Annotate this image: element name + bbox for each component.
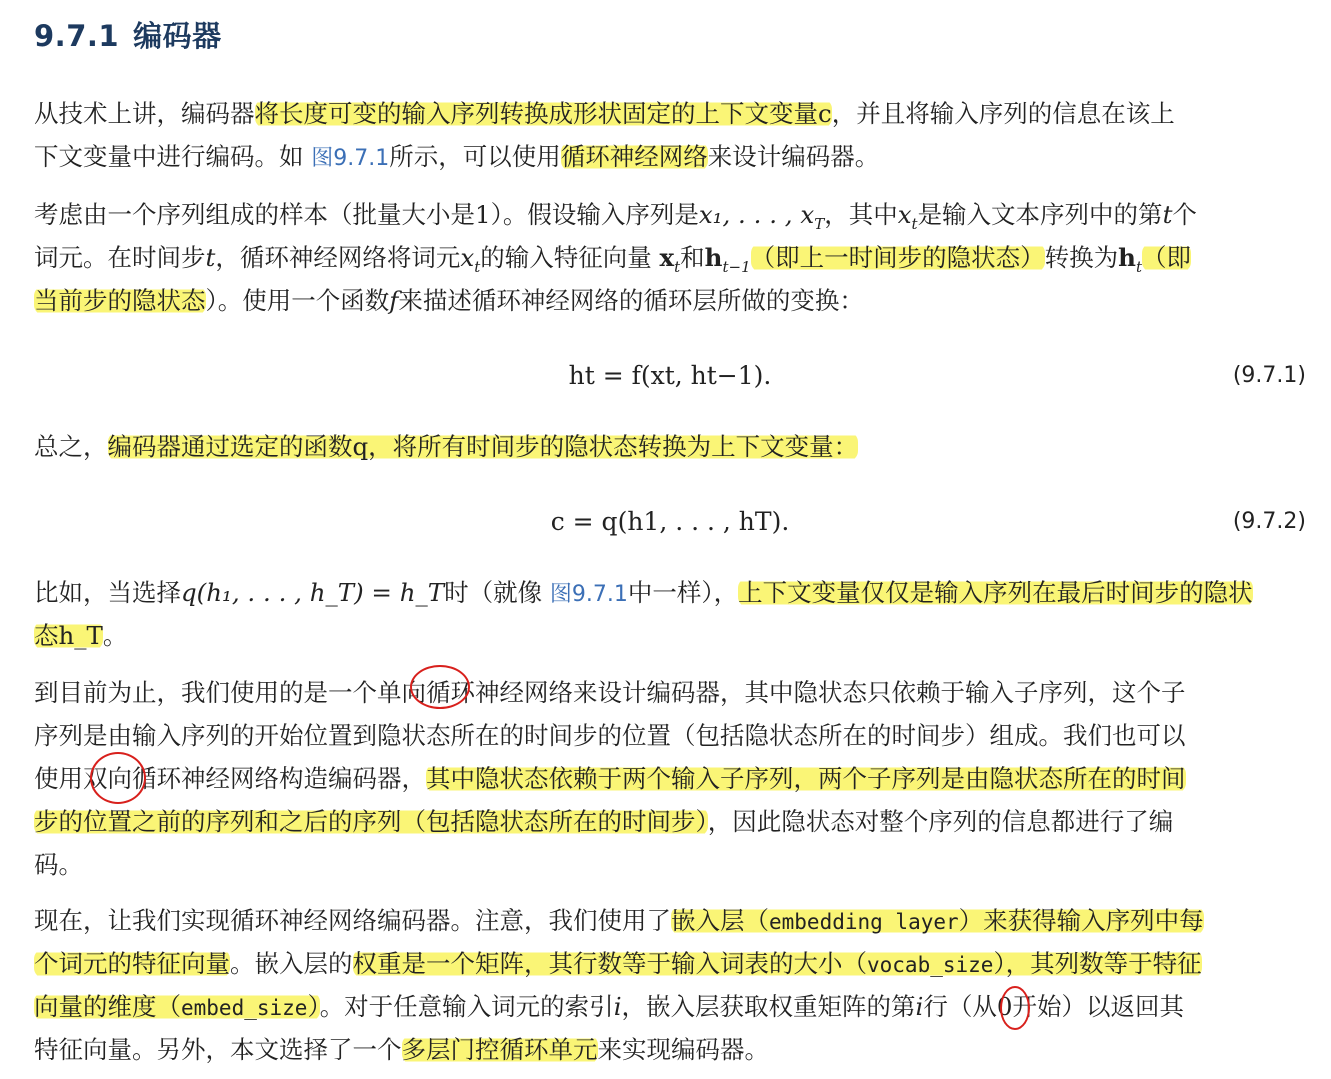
annotation-circle-unidirectional (410, 665, 470, 709)
text-line (34, 425, 1306, 468)
paragraph-sequence-example (34, 193, 1306, 322)
math-expression: h (704, 243, 723, 272)
text-span: 来设计编码器。 (707, 142, 880, 171)
figure-link[interactable]: 图9.7.1 (549, 582, 628, 607)
text-span: 现在，让我们实现循环神经网络编码器。注意，我们使用了 (34, 906, 671, 935)
highlighted-text: 编码器通过选定的函数q，将所有时间步的隐状态转换为上下文变量： (107, 432, 859, 461)
text-span: 中一样）， (627, 578, 739, 607)
text-line (34, 193, 1306, 236)
math-expression: q(h₁, . . . , h_T) = h_T (181, 578, 445, 607)
text-span: 的输入特征向量 (480, 243, 660, 272)
highlighted-text: 态h_T (34, 621, 103, 650)
highlighted-text: 多层门控循环单元 (401, 1035, 598, 1064)
text-span: 转换为 (1044, 243, 1119, 272)
text-line (34, 614, 1306, 657)
math-expression: x₁, . . . , x (698, 200, 815, 229)
text-line: 序列是由输入序列的开始位置到隐状态所在的时间步的位置（包括隐状态所在的时间步）组成。我们也可以 (34, 721, 1186, 750)
highlighted-text (353, 949, 1202, 978)
text-span: 。嵌入层的 (230, 949, 353, 978)
highlighted-text: 其中隐状态依赖于两个输入子序列，两个子序列是由隐状态所在的时间 (426, 764, 1186, 793)
math-subscript: t (474, 257, 481, 276)
text-span: ），其列数等于特征 (993, 949, 1202, 978)
math-subscript: T (814, 214, 825, 233)
text-span: 来实现编码器。 (597, 1035, 769, 1064)
text-span: 行（从0开始）以返回其 (923, 992, 1184, 1021)
math-expression: x (897, 200, 912, 229)
text-span: ，嵌入层获取权重矩阵的第 (621, 992, 916, 1021)
text-span: ，其中 (824, 200, 898, 229)
text-span: 下文变量中进行编码。如 (34, 142, 312, 171)
paragraph-encoder-intro (34, 92, 1306, 178)
math-subscript: t (674, 257, 681, 276)
highlighted-text (34, 992, 320, 1021)
text-span: 词元。在时间步 (34, 243, 206, 272)
section-heading (34, 14, 222, 55)
text-span: 来描述循环神经网络的循环层所做的变换： (398, 286, 864, 315)
text-span: ）来获得输入序列中每 (958, 906, 1204, 935)
highlighted-text: 上下文变量仅仅是输入序列在最后时间步的隐状 (738, 578, 1253, 607)
text-line (34, 942, 1306, 985)
highlighted-text: （即上一时间步的隐状态） (750, 243, 1045, 272)
math-expression: f (389, 286, 399, 315)
text-line (34, 236, 1306, 279)
equation-formula: c = q(h1, . . . , hT). (550, 507, 790, 536)
text-span: 所示，可以使用 (389, 142, 561, 171)
math-expression: h (1118, 243, 1136, 272)
math-expression: x (460, 243, 475, 272)
text-span: 个 (1172, 200, 1197, 229)
highlighted-text: 循环神经网络 (560, 142, 708, 171)
paragraph-bidirectional (34, 671, 1306, 886)
annotation-circle-bidirectional (90, 752, 146, 804)
equation-9-7-1 (34, 354, 1306, 398)
paragraph-example-last-state (34, 571, 1306, 657)
math-expression: t (205, 243, 216, 272)
annotation-circle-index-i (1000, 986, 1030, 1030)
math-expression: i (915, 992, 924, 1021)
highlighted-text: 步的位置之前的序列和之后的序列（包括隐状态所在的时间步） (34, 807, 708, 836)
paragraph-embedding-layer (34, 899, 1306, 1071)
highlighted-text: （即 (1141, 243, 1191, 272)
text-span: 特征向量。另外，本文选择了一个 (34, 1035, 402, 1064)
text-span: 是输入文本序列中的第 (917, 200, 1163, 229)
equation-formula: ht = f(xt, ht−1). (568, 361, 772, 390)
text-span: 考虑由一个序列组成的样本（批量大小是1）。假设输入序列是 (34, 200, 699, 229)
text-span: 和 (680, 243, 705, 272)
text-line (34, 135, 1306, 178)
text-line (34, 571, 1306, 614)
highlighted-text: 个词元的特征向量 (34, 949, 230, 978)
math-subscript: t (911, 214, 918, 233)
math-subscript: t−1 (722, 257, 751, 276)
text-line: 到目前为止，我们使用的是一个单向循环神经网络来设计编码器，其中隐状态只依赖于输入子序列，这个子 (34, 678, 1186, 707)
text-line (34, 800, 1306, 843)
text-line: 码。 (34, 850, 83, 879)
math-expression: i (613, 992, 622, 1021)
text-span: ） (307, 992, 320, 1021)
text-line (34, 92, 1306, 135)
text-span: 向量的维度（ (34, 992, 181, 1021)
text-span: 权重是一个矩阵，其行数等于输入词表的大小（ (352, 949, 867, 978)
text-line (34, 899, 1306, 942)
text-line (34, 279, 1306, 322)
paragraph-summary (34, 425, 1306, 468)
math-subscript: t (1135, 257, 1142, 276)
text-span: 。对于任意输入词元的索引 (319, 992, 614, 1021)
equation-number: (9.7.1) (1232, 363, 1306, 388)
text-line (34, 985, 1306, 1028)
code-text: embed_size (181, 996, 308, 1020)
code-text: vocab_size (867, 953, 994, 977)
text-span: 时（就像 (444, 578, 550, 607)
text-span: 总之， (34, 432, 108, 461)
section-title: 编码器 (133, 19, 222, 53)
text-span: 比如，当选择 (34, 578, 181, 607)
text-span: ）。使用一个函数 (205, 286, 390, 315)
equation-number: (9.7.2) (1232, 509, 1306, 534)
highlighted-text: 当前步的隐状态 (34, 286, 206, 315)
section-number: 9.7.1 (34, 19, 120, 53)
text-span: ，循环神经网络将词元 (215, 243, 461, 272)
text-span: 。 (102, 621, 128, 650)
figure-link[interactable]: 图9.7.1 (311, 146, 390, 171)
text-line (34, 1028, 1306, 1071)
text-span: ，因此隐状态对整个序列的信息都进行了编 (707, 807, 1174, 836)
text-line (34, 757, 1306, 800)
equation-9-7-2 (34, 500, 1306, 544)
math-expression: x (659, 243, 675, 272)
highlighted-text (671, 906, 1204, 935)
highlighted-text: 将长度可变的输入序列转换成形状固定的上下文变量c (254, 99, 832, 128)
code-text: embedding layer (769, 910, 959, 934)
text-span: ，并且将输入序列的信息在该上 (831, 99, 1175, 128)
text-span: 嵌入层（ (671, 906, 769, 935)
text-span: 从技术上讲，编码器 (34, 99, 255, 128)
math-expression: t (1162, 200, 1173, 229)
text-span: 使用双向循环神经网络构造编码器， (34, 764, 426, 793)
